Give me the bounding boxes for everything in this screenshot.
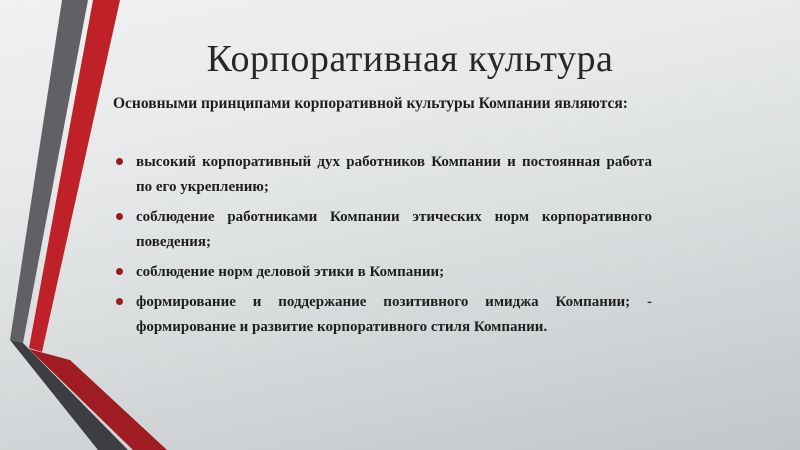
bullet-text: соблюдение работниками Компании этических норм корпоративного поведения; <box>136 209 652 250</box>
bullet-item-4 <box>113 290 652 340</box>
bullet-item-1 <box>113 150 652 200</box>
bullet-dot-icon <box>116 158 123 165</box>
intro-text: Основными принципами корпоративной культуры Компании являются: <box>113 95 628 112</box>
slide-title: Корпоративная культура <box>206 38 614 80</box>
bullet-item-3 <box>113 260 652 285</box>
ribbon-gray-lower-band <box>10 340 128 450</box>
bullet-text: соблюдение норм деловой этики в Компании; <box>136 264 445 280</box>
bullet-item-2 <box>113 205 652 255</box>
bullet-text: формирование и поддержание позитивного имиджа Компании; - формирование и развитие корпоративного стиля Компании. <box>136 294 652 335</box>
bullet-dot-icon <box>116 268 123 275</box>
bullet-dot-icon <box>116 213 123 220</box>
bullet-dot-icon <box>116 298 123 305</box>
bullet-text: высокий корпоративный дух работников Компании и постоянная работа по его укреплению; <box>136 154 652 195</box>
bullet-list <box>113 150 658 345</box>
